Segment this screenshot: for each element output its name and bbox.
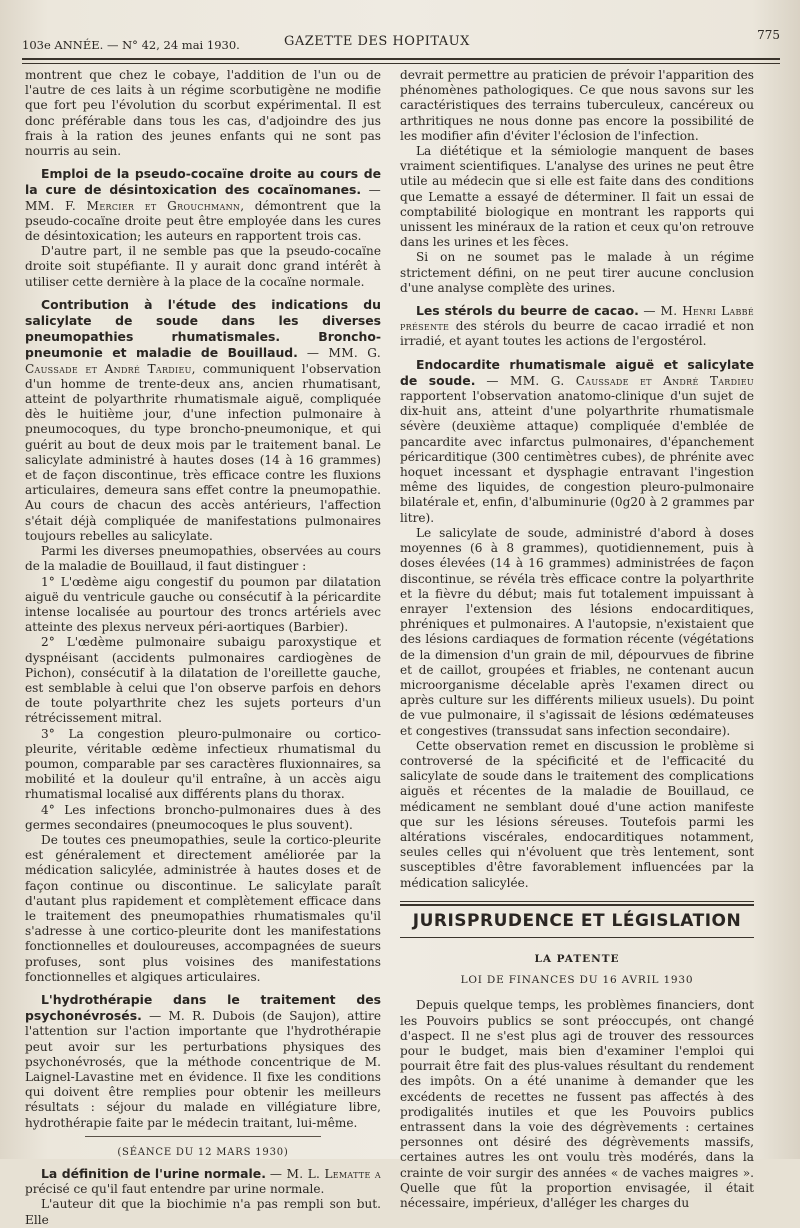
article-title: L'hydrothérapie dans le traitement des psychonévrosés. <box>25 991 381 1024</box>
article-authors: — MM. G. Caussade et André Tardieu <box>486 373 754 388</box>
article-authors: — MM. G. Caussade et André Tardieu, <box>25 346 381 376</box>
paragraph: La diététique et la sémiologie manquent de bases vraiment scientifiques. L'analyse des urines ne peut être utile au médecin que si elle est faite dans des conditions que Lematte a essayé de déterminer. Il fait un essai de comptabilité biologique en montrant les rapports qui unissent les minéraux de la ration et ceux qu'on retrouve dans les urines et les fèces. <box>400 144 754 250</box>
article-authors: — M. L. Lematte a <box>269 1167 381 1182</box>
session-date: (SÉANCE DU 12 MARS 1930) <box>117 1146 289 1158</box>
article-endocarditis <box>400 357 754 526</box>
paragraph: devrait permettre au praticien de prévoir l'apparition des phénomènes pathologiques. Ce que nous savons sur les caractéristiques des terrains tuberculeux, cancéreux ou arthritiques ne nous donne pas encore la possibilité de les modifier afin d'éviter l'éclosion de l'infection. <box>400 68 754 143</box>
article-text: précisé ce qu'il faut entendre par urine normale. <box>25 1182 325 1197</box>
list-item: 1° L'œdème aigu congestif du poumon par dilatation aiguë du ventricule gauche ou consécutif à la péricardite intense localisée au pourtour des troncs artériels avec atteinte des plexus nerveux péri-aortiques (Barbier). <box>25 574 381 635</box>
right-column <box>400 68 754 1211</box>
article-title: Les stérols du beurre de cacao. <box>416 303 639 319</box>
header-rule-thin <box>22 63 780 64</box>
subsection-subtitle: LOI DE FINANCES DU 16 AVRIL 1930 <box>460 974 694 987</box>
journal-title: GAZETTE DES HOPITAUX <box>284 34 470 49</box>
paragraph: Le salicylate de soude, administré d'abord à doses moyennes (6 à 8 grammes), quotidiennement, puis à doses élevées (14 à 16 grammes) administrées de façon discontinue, se révéla très efficace contre la polyarthrite et la fièvre du début; mais fut totalement impuissant à enrayer l'extension des lésions endocarditiques, phréniques et pulmonaires. A l'autopsie, n'existaient que des lésions cardiaques de formation récente (végétations de la dimension d'un grain de mil, dépourvues de fibrine et de caillot, groupées et friables, ne contenant aucun microorganisme décelable après l'examen direct ou après culture sur les différents milieux usuels). Du point de vue pulmonaire, il s'agissait de lésions œdémateuses et congestives (transsudat sans infection secondaire). <box>400 525 754 738</box>
article-text: communiquent l'observation d'un homme de trente-deux ans, ancien rhumatisant, atteint de polyarthrite rhumatismale aiguë, compliquée dès le huitième jour, d'une infection pulmonaire à pneumocoques, du type broncho-pneumonique, et qui guérit au bout de deux mois par le traitement banal. Le salicylate administré à hautes doses (14 à 16 grammes) et de façon discontinue, très efficace contre les fluxions articulaires, demeura sans effet contre la pneumopathie. Au cours de chacun des accès antérieurs, l'affection s'était déjà compliquée de manifestations pulmonaires toujours rebelles au salicylate. <box>25 361 381 543</box>
page-number: 775 <box>757 28 780 42</box>
article-scurvy-cocaine <box>25 166 381 244</box>
divider <box>85 1136 321 1137</box>
article-authors: — MM. F. Mercier et Grouchmann, <box>25 183 381 213</box>
paragraph: Cette observation remet en discussion le problème si controversé de la spécificité et de l'efficacité du salicylate de soude dans le traitement des complications aiguës et récentes de la maladie de Bouillaud, ce médicament ne semblant doué d'une action manifeste que sur les lésions séreuses. Toutefois parmi les altérations viscérales, endocarditiques notamment, seules celles qui n'évoluent que très lentement, sont susceptibles d'être favorablement influencées par la médication salicylée. <box>400 738 754 890</box>
list-item: 2° L'œdème pulmonaire subaigu paroxystique et dyspnéisant (accidents pulmonaires cardiogènes de Pichon), consécutif à la dilatation de l'oreillette gauche, est semblable à celui que l'on observe parfois en dehors de toute polyarthrite chez les sujets porteurs d'un rétrécissement mitral. <box>25 635 381 726</box>
article-text: démontrent que la pseudo-cocaïne droite peut être employée dans les cures de désintoxication; les auteurs en rapportent trois cas. <box>25 198 381 244</box>
section-rule-thick <box>400 904 754 906</box>
article-sterols <box>400 303 754 350</box>
article-text: attire l'attention sur l'action importante que l'hydrothérapie peut avoir sur les perturbations physiques des psychonévrosés, que la méthode concentrique de M. Laignel-Lavastine met en évidence. Il fixe les conditions qui doivent être remplies pour obtenir les meilleurs résultats : séjour du malade en villégiature libre, hydrothérapie faite par le médecin traitant, lui-même. <box>25 1009 381 1130</box>
article-text: rapportent l'observation anatomo-clinique d'un sujet de dix-huit ans, atteint d'une polyarthrite rhumatismale sévère (deuxième attaque) compliquée d'emblée de pancardite avec infarctus pulmonaires, d'épanchement péricarditique (300 centimètres cubes), de phrénite avec hoquet incessant et dysphagie entravant l'ingestion même des liquides, de congestion pleuro-pulmonaire bilatérale et, enfin, d'albuminurie (0g20 à 2 grammes par litre). <box>400 389 754 525</box>
paragraph: Parmi les diverses pneumopathies, observées au cours de la maladie de Bouillaud, il faut distinguer : <box>25 544 381 574</box>
section-rule <box>400 937 754 938</box>
paragraph: L'auteur dit que la biochimie n'a pas rempli son but. Elle <box>25 1197 381 1227</box>
paragraph: D'autre part, il ne semble pas que la pseudo-cocaïne droite soit stupéfiante. Il y aurait donc grand intérêt à utiliser cette dernière à la place de la cocaïne normale. <box>25 244 381 289</box>
left-column <box>25 68 381 1228</box>
article-title: Contribution à l'étude des indications du salicylate de soude dans les diverses pneumopathies rhumatismales. Broncho-pneumonie et maladie de Bouillaud. <box>25 296 381 361</box>
paragraph: Si on ne soumet pas le malade à un régime strictement défini, on ne peut tirer aucune conclusion d'une analyse complète des urines. <box>400 250 754 295</box>
paragraph: De toutes ces pneumopathies, seule la cortico-pleurite est généralement et directement améliorée par la médication salicylée, administrée à hautes doses et de façon continue ou discontinue. Le salicylate paraît d'autant plus rapidement et complètement efficace dans le traitement des pneumopathies rhumatismales qu'il s'adresse à une cortico-pleurite dont les manifestations fonctionnelles et douloureuses, accompagnées de sueurs profuses, sont plus voisines des manifestations fonctionnelles et algiques articulaires. <box>25 832 381 984</box>
article-salicylate <box>25 297 381 544</box>
list-item: 3° La congestion pleuro-pulmonaire ou cortico-pleurite, véritable œdème infectieux rhumatismal du poumon, comparable par ses caractères fluxionnaires, sa mobilité et la douleur qu'il entraîne, à un accès aigu rhumatismal localisé aux différents plans du thorax. <box>25 726 381 802</box>
issue-info: 103e ANNÉE. — N° 42, 24 mai 1930. <box>22 38 240 52</box>
article-text: des stérols du beurre de cacao irradié et non irradié, et ayant toutes les actions de l'ergostérol. <box>400 319 754 349</box>
paragraph: Depuis quelque temps, les problèmes financiers, dont les Pouvoirs publics se sont préoccupés, ont changé d'aspect. Il ne s'est plus agi de trouver des ressources pour le budget, mais bien d'examiner l'emploi qui pourrait être fait des plus-values résultant du rendement des impôts. On a été unanime à demander que les excédents de recettes ne fussent pas affectés à des prodigalités inutiles et que les Pouvoirs publics entrassent dans la voie des dégrèvements : certaines personnes ont désiré des dégrèvements massifs, certaines autres les ont voulu très modérés, dans la crainte de voir surgir des années « de vaches maigres ». Quelle que fût la proportion envisagée, il était nécessaire, impérieux, d'alléger les charges du <box>400 998 754 1211</box>
article-title: Emploi de la pseudo-cocaïne droite au cours de la cure de désintoxication des cocaïnomanes. <box>25 166 381 198</box>
article-urine <box>25 1166 381 1197</box>
article-hydrotherapy <box>25 992 381 1131</box>
section-title: JURISPRUDENCE ET LÉGISLATION <box>412 910 742 931</box>
article-authors: — M. R. Dubois (de Saujon), <box>149 1009 340 1024</box>
header-rule <box>22 58 780 60</box>
page-header <box>22 28 780 54</box>
section-rule <box>400 901 754 902</box>
paragraph: montrent que chez le cobaye, l'addition de l'un ou de l'autre de ces laits à un régime scorbutigène ne modifie que fort peu l'évolution du scorbut expérimental. Il est donc préférable dans tous les cas, d'adjoindre des jus frais à la ration des jeunes enfants qui ne sont pas nourris au sein. <box>25 68 381 159</box>
list-item: 4° Les infections broncho-pulmonaires dues à des germes secondaires (pneumocoques le plus souvent). <box>25 802 381 832</box>
subsection-title: LA PATENTE <box>534 952 620 965</box>
article-title: Endocardite rhumatismale aiguë et salicylate de soude. <box>400 356 754 388</box>
article-authors: — M. Henri Labbé présente <box>400 304 754 334</box>
article-title: La définition de l'urine normale. <box>41 1166 266 1182</box>
